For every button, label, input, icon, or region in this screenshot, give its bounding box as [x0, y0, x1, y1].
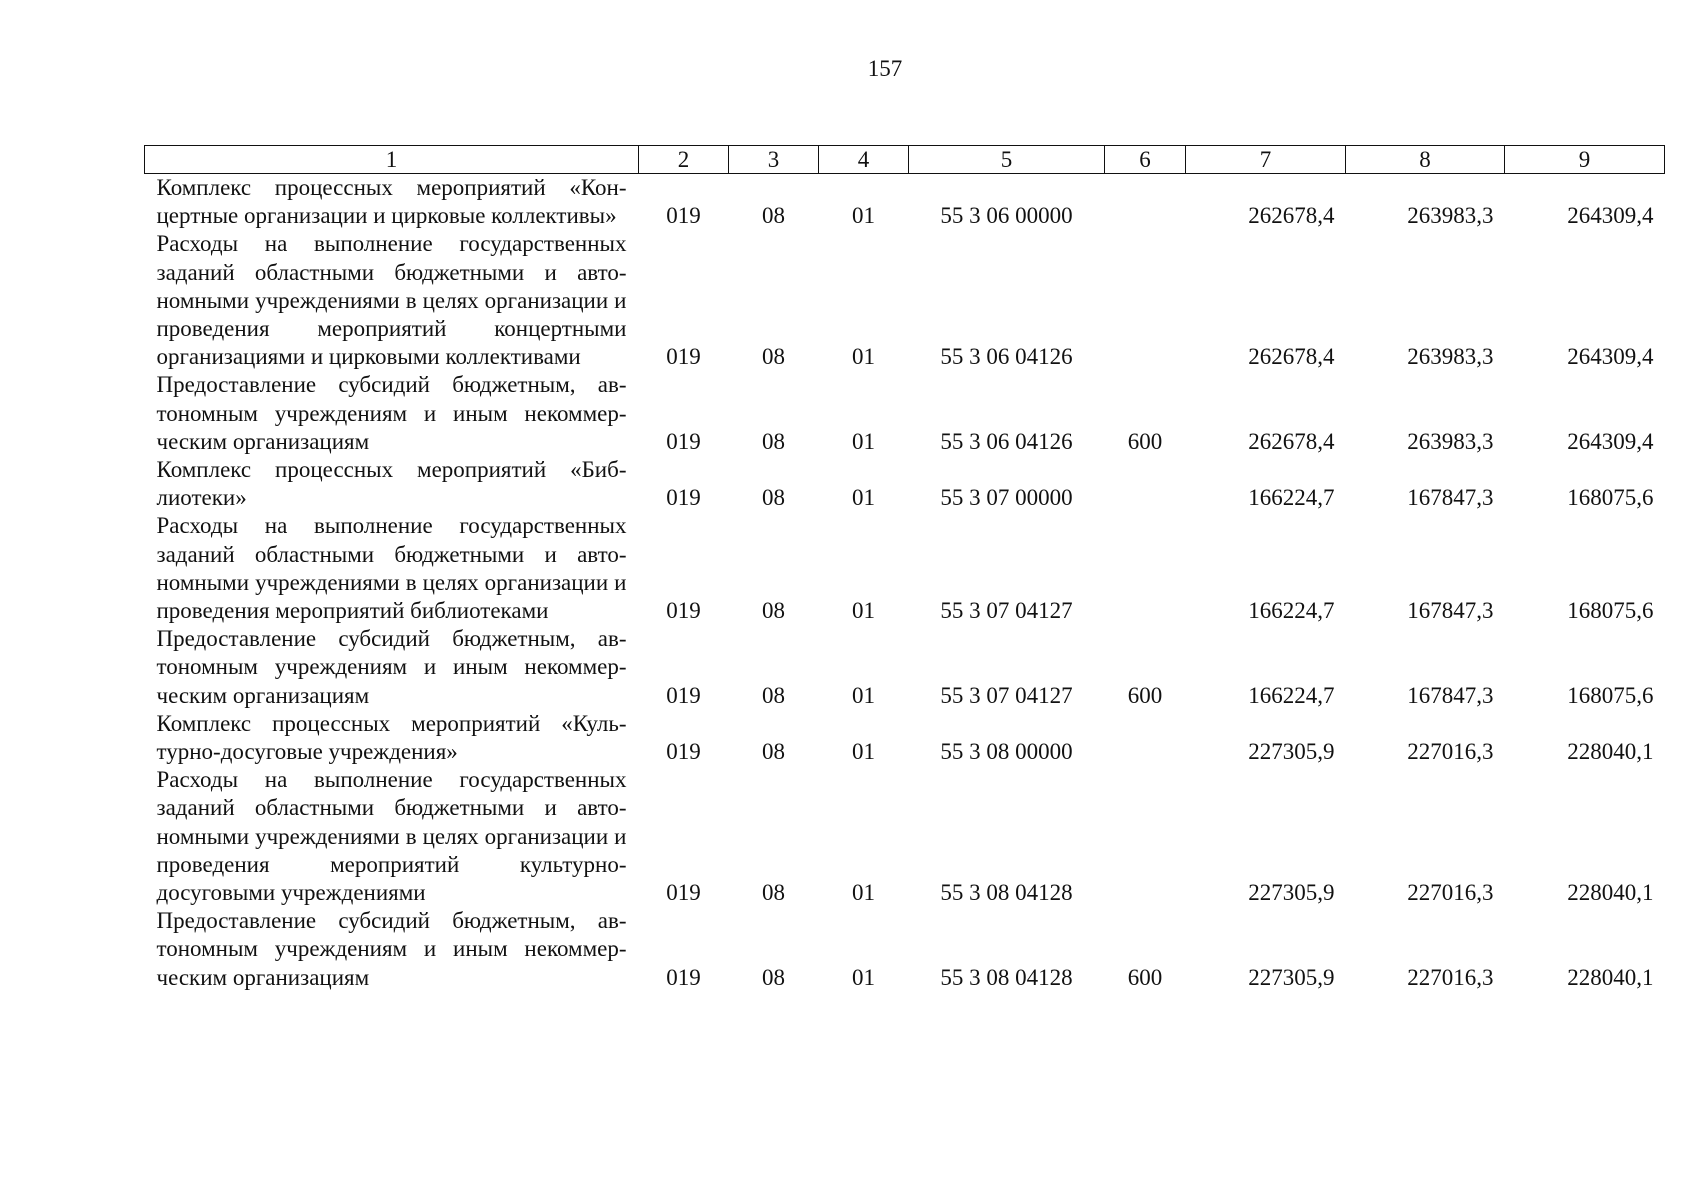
row-value-col7: 227305,9 — [1248, 739, 1335, 765]
row-csr: 55 3 07 04127 — [940, 598, 1073, 624]
row-value-col7: 262678,4 — [1248, 344, 1335, 370]
row-value-col8: 263983,3 — [1407, 428, 1494, 454]
row-value-col7: 166224,7 — [1248, 485, 1335, 511]
row-value-col9: 168075,6 — [1567, 682, 1654, 708]
row-value-col8: 227016,3 — [1407, 739, 1494, 765]
row-rz: 08 — [762, 682, 785, 708]
row-rz: 08 — [762, 344, 785, 370]
row-name: Предоставление субсидий бюджетным, автономным учреждениям и иным некоммерческим организациям — [156, 908, 627, 990]
row-vr — [1105, 456, 1186, 512]
row-pr: 01 — [852, 428, 875, 454]
table-body — [145, 174, 1665, 992]
header-col-3: 3 — [729, 146, 819, 174]
row-value-col9: 228040,1 — [1567, 880, 1654, 906]
header-col-6: 6 — [1105, 146, 1186, 174]
row-gr: 019 — [666, 344, 701, 370]
row-value-col9: 228040,1 — [1567, 739, 1654, 765]
row-csr: 55 3 06 04126 — [940, 344, 1073, 370]
table-row — [145, 907, 1665, 992]
header-col-7: 7 — [1186, 146, 1346, 174]
row-csr: 55 3 06 00000 — [940, 203, 1073, 229]
row-vr — [1105, 174, 1186, 231]
row-csr: 55 3 07 00000 — [940, 485, 1073, 511]
row-vr — [1105, 710, 1186, 766]
header-col-2: 2 — [639, 146, 729, 174]
row-csr: 55 3 08 04128 — [940, 964, 1073, 990]
row-vr — [1105, 766, 1186, 907]
table-row — [145, 625, 1665, 710]
row-value-col9: 264309,4 — [1567, 344, 1654, 370]
row-vr: 600 — [1127, 682, 1163, 708]
row-gr: 019 — [666, 598, 701, 624]
row-csr: 55 3 08 04128 — [940, 880, 1073, 906]
row-gr: 019 — [666, 428, 701, 454]
row-value-col9: 264309,4 — [1567, 203, 1654, 229]
row-name: Расходы на выполнение государственных заданий областными бюджетными и автономными учреждениями в целях организации и проведения мероприятий библиотеками — [156, 513, 627, 624]
row-value-col7: 166224,7 — [1248, 682, 1335, 708]
table-row — [145, 512, 1665, 625]
row-pr: 01 — [852, 485, 875, 511]
row-gr: 019 — [666, 682, 701, 708]
row-name: Расходы на выполнение государственных заданий областными бюджетными и автономными учреждениями в целях организации и проведения мероприятий культурно-досуговыми учреждениями — [156, 767, 627, 906]
row-gr: 019 — [666, 203, 701, 229]
row-value-col8: 227016,3 — [1407, 964, 1494, 990]
row-value-col7: 227305,9 — [1248, 964, 1335, 990]
header-col-8: 8 — [1346, 146, 1505, 174]
header-col-5: 5 — [909, 146, 1105, 174]
row-name: Расходы на выполнение государственных заданий областными бюджетными и автономными учреждениями в целях организации и проведения мероприятий концертными организациями и цирковыми коллективами — [156, 231, 627, 370]
row-value-col8: 167847,3 — [1407, 682, 1494, 708]
row-value-col9: 168075,6 — [1567, 485, 1654, 511]
row-name: Предоставление субсидий бюджетным, автономным учреждениям и иным некоммерческим организациям — [156, 372, 627, 454]
header-row — [145, 146, 1665, 174]
row-rz: 08 — [762, 739, 785, 765]
row-rz: 08 — [762, 964, 785, 990]
row-gr: 019 — [666, 739, 701, 765]
table-row — [145, 456, 1665, 512]
row-rz: 08 — [762, 598, 785, 624]
row-value-col8: 263983,3 — [1407, 344, 1494, 370]
row-value-col8: 227016,3 — [1407, 880, 1494, 906]
row-value-col9: 264309,4 — [1567, 428, 1654, 454]
row-pr: 01 — [852, 880, 875, 906]
row-name: Комплекс процессных мероприятий «Концертные организации и цирковые коллективы» — [156, 175, 627, 229]
table-header — [145, 146, 1665, 174]
row-gr: 019 — [666, 964, 701, 990]
row-pr: 01 — [852, 203, 875, 229]
table-row — [145, 710, 1665, 766]
row-vr — [1105, 512, 1186, 625]
header-col-9: 9 — [1505, 146, 1665, 174]
row-vr — [1105, 230, 1186, 371]
row-rz: 08 — [762, 485, 785, 511]
table-row — [145, 230, 1665, 371]
row-value-col7: 166224,7 — [1248, 598, 1335, 624]
page-number: 157 — [867, 56, 903, 81]
row-csr: 55 3 06 04126 — [940, 428, 1073, 454]
row-value-col7: 262678,4 — [1248, 428, 1335, 454]
row-value-col7: 227305,9 — [1248, 880, 1335, 906]
table-row — [145, 371, 1665, 456]
table-row — [145, 174, 1665, 231]
row-name: Комплекс процессных мероприятий «Культурно-досуговые учреждения» — [156, 710, 627, 765]
header-col-4: 4 — [819, 146, 909, 174]
budget-table — [144, 145, 1665, 992]
row-value-col8: 263983,3 — [1407, 203, 1494, 229]
header-col-1: 1 — [145, 146, 639, 174]
row-pr: 01 — [852, 739, 875, 765]
row-name: Предоставление субсидий бюджетным, автономным учреждениям и иным некоммерческим организациям — [156, 626, 627, 708]
row-value-col9: 228040,1 — [1567, 964, 1654, 990]
row-pr: 01 — [852, 598, 875, 624]
row-pr: 01 — [852, 964, 875, 990]
row-value-col9: 168075,6 — [1567, 598, 1654, 624]
row-value-col7: 262678,4 — [1248, 203, 1335, 229]
row-csr: 55 3 08 00000 — [940, 739, 1073, 765]
row-csr: 55 3 07 04127 — [940, 682, 1073, 708]
table-row — [145, 766, 1665, 907]
row-rz: 08 — [762, 880, 785, 906]
row-rz: 08 — [762, 428, 785, 454]
row-vr: 600 — [1127, 964, 1163, 990]
row-value-col8: 167847,3 — [1407, 485, 1494, 511]
row-vr: 600 — [1127, 428, 1163, 454]
row-value-col8: 167847,3 — [1407, 598, 1494, 624]
row-gr: 019 — [666, 880, 701, 906]
row-pr: 01 — [852, 344, 875, 370]
row-pr: 01 — [852, 682, 875, 708]
row-gr: 019 — [666, 485, 701, 511]
row-rz: 08 — [762, 203, 785, 229]
row-name: Комплекс процессных мероприятий «Библиотеки» — [156, 457, 627, 511]
